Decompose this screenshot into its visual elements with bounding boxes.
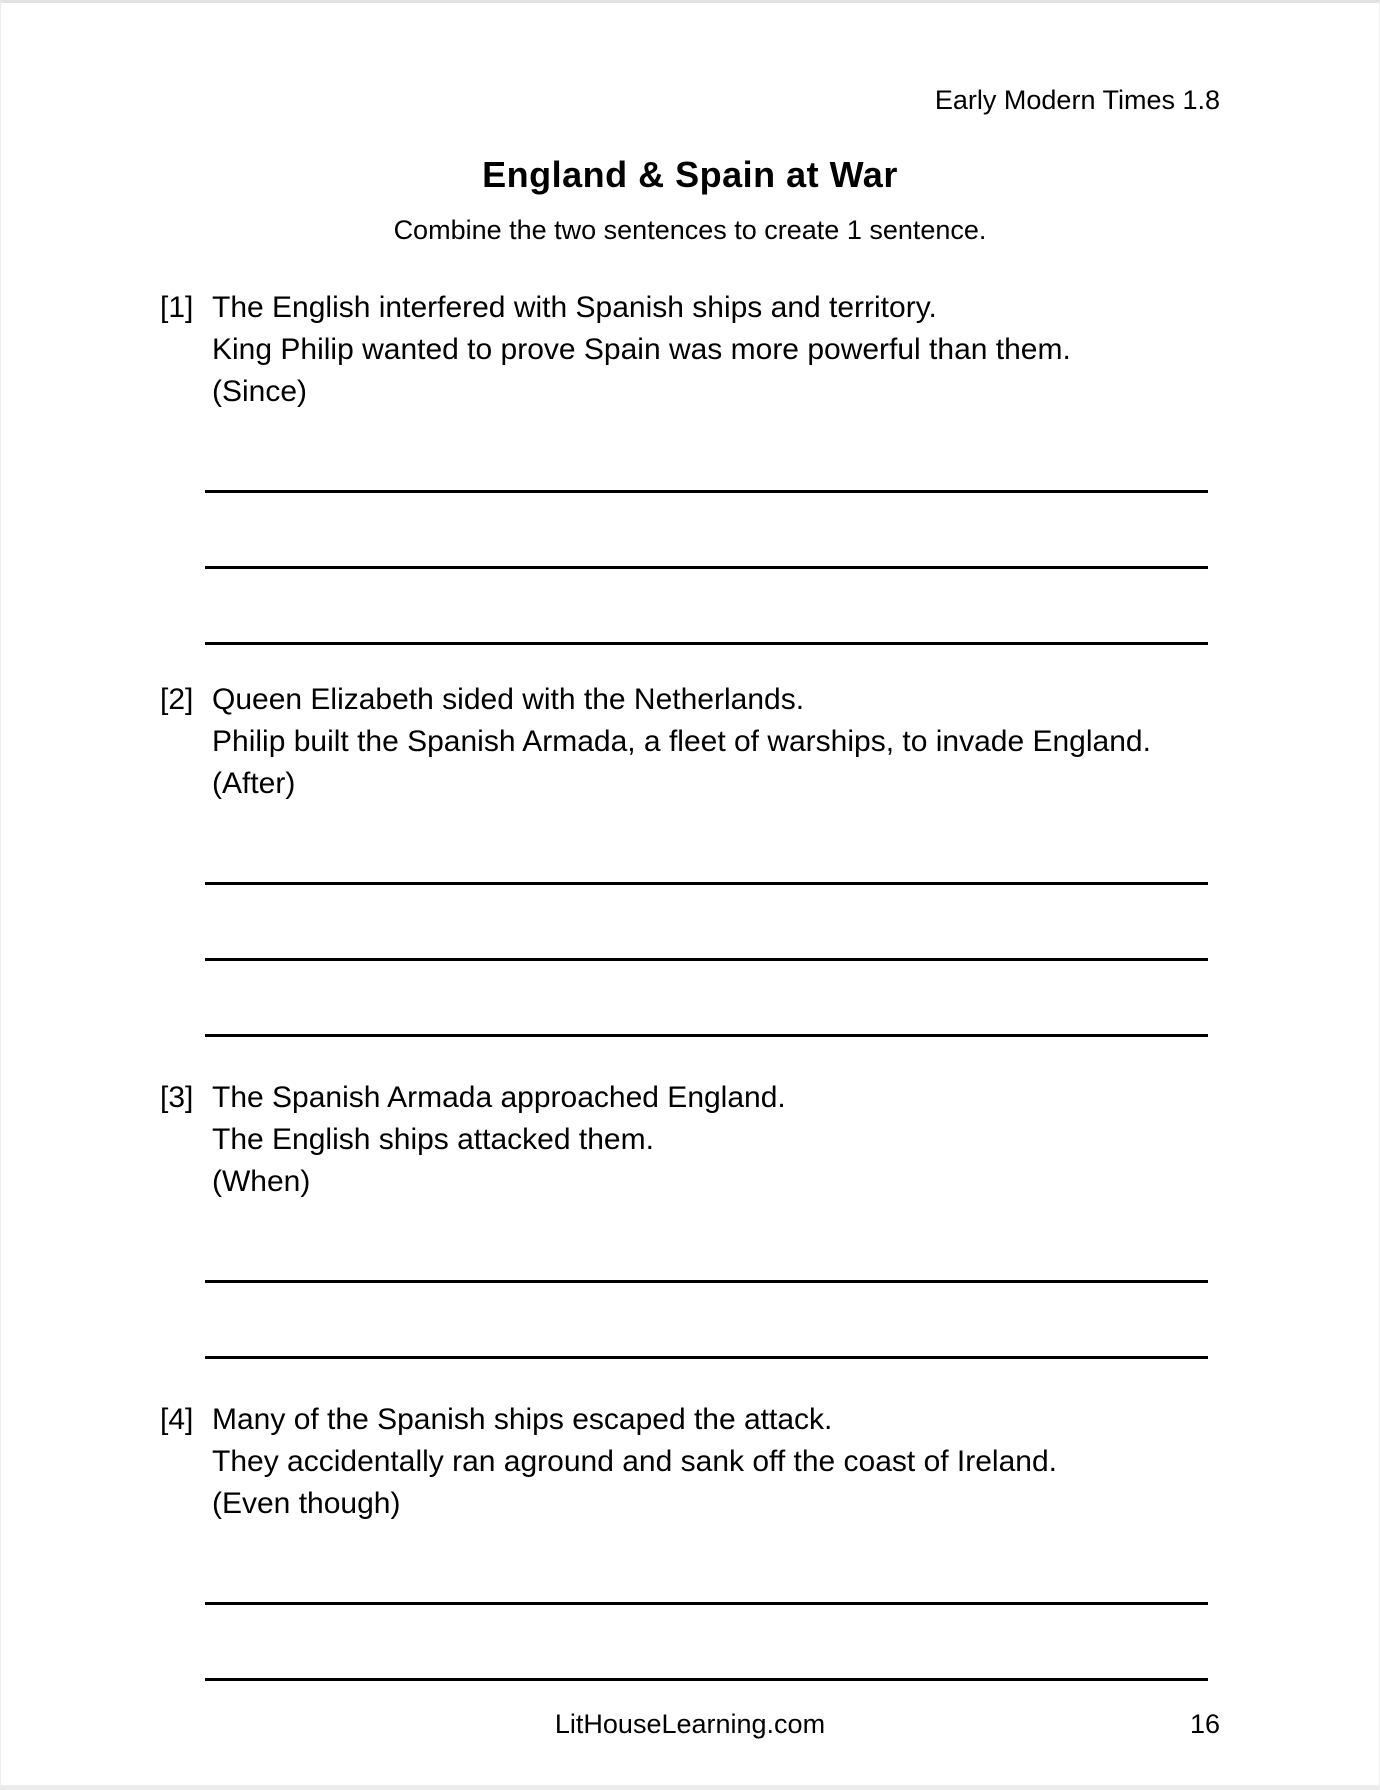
connector-hint: (Since) — [212, 375, 308, 408]
question-text — [160, 1077, 1220, 1203]
sentence-2: King Philip wanted to prove Spain was more powerful than them. — [212, 333, 1071, 366]
answer-line — [205, 1283, 1208, 1359]
question-number: [1] — [160, 291, 194, 324]
sentence-1: The English interfered with Spanish ships and territory. — [212, 291, 937, 324]
sentence-1: The Spanish Armada approached England. — [212, 1081, 786, 1114]
question-sentences — [212, 679, 1220, 805]
sentence-2: They accidentally ran aground and sank off the coast of Ireland. — [212, 1445, 1057, 1478]
connector-hint: (Even though) — [212, 1487, 401, 1520]
sentence-1: Queen Elizabeth sided with the Netherlands. — [212, 683, 805, 716]
question-number: [2] — [160, 683, 194, 716]
question-item-4 — [160, 1399, 1220, 1681]
answer-line — [205, 569, 1208, 645]
question-sentences — [212, 1077, 1220, 1203]
footer — [160, 1707, 1220, 1741]
sentence-2: The English ships attacked them. — [212, 1123, 654, 1156]
sentence-2: Philip built the Spanish Armada, a fleet of warships, to invade England. — [212, 725, 1151, 758]
course-label: Early Modern Times 1.8 — [934, 85, 1220, 115]
question-item-2 — [160, 679, 1220, 1037]
page-number: 16 — [1189, 1709, 1220, 1739]
answer-line — [205, 885, 1208, 961]
answer-area — [205, 809, 1208, 1037]
question-sentences — [212, 287, 1220, 413]
question-text — [160, 287, 1220, 413]
question-item-1 — [160, 287, 1220, 645]
answer-area — [205, 1529, 1208, 1681]
sentence-1: Many of the Spanish ships escaped the attack. — [212, 1403, 833, 1436]
page-title: England & Spain at War — [482, 154, 898, 195]
answer-line — [205, 961, 1208, 1037]
connector-hint: (When) — [212, 1165, 311, 1198]
question-number: [3] — [160, 1081, 194, 1114]
answer-area — [205, 417, 1208, 645]
site-name: LitHouseLearning.com — [554, 1709, 826, 1739]
answer-line — [205, 1207, 1208, 1283]
instructions: Combine the two sentences to create 1 sentence. — [393, 215, 987, 245]
answer-line — [205, 417, 1208, 493]
answer-line — [205, 809, 1208, 885]
answer-line — [205, 1529, 1208, 1605]
question-sentences — [212, 1399, 1220, 1525]
answer-area — [205, 1207, 1208, 1359]
worksheet-page — [160, 3, 1220, 1741]
answer-line — [205, 1605, 1208, 1681]
question-text — [160, 679, 1220, 805]
connector-hint: (After) — [212, 767, 296, 800]
question-item-3 — [160, 1077, 1220, 1359]
question-number: [4] — [160, 1403, 194, 1436]
answer-line — [205, 493, 1208, 569]
question-text — [160, 1399, 1220, 1525]
